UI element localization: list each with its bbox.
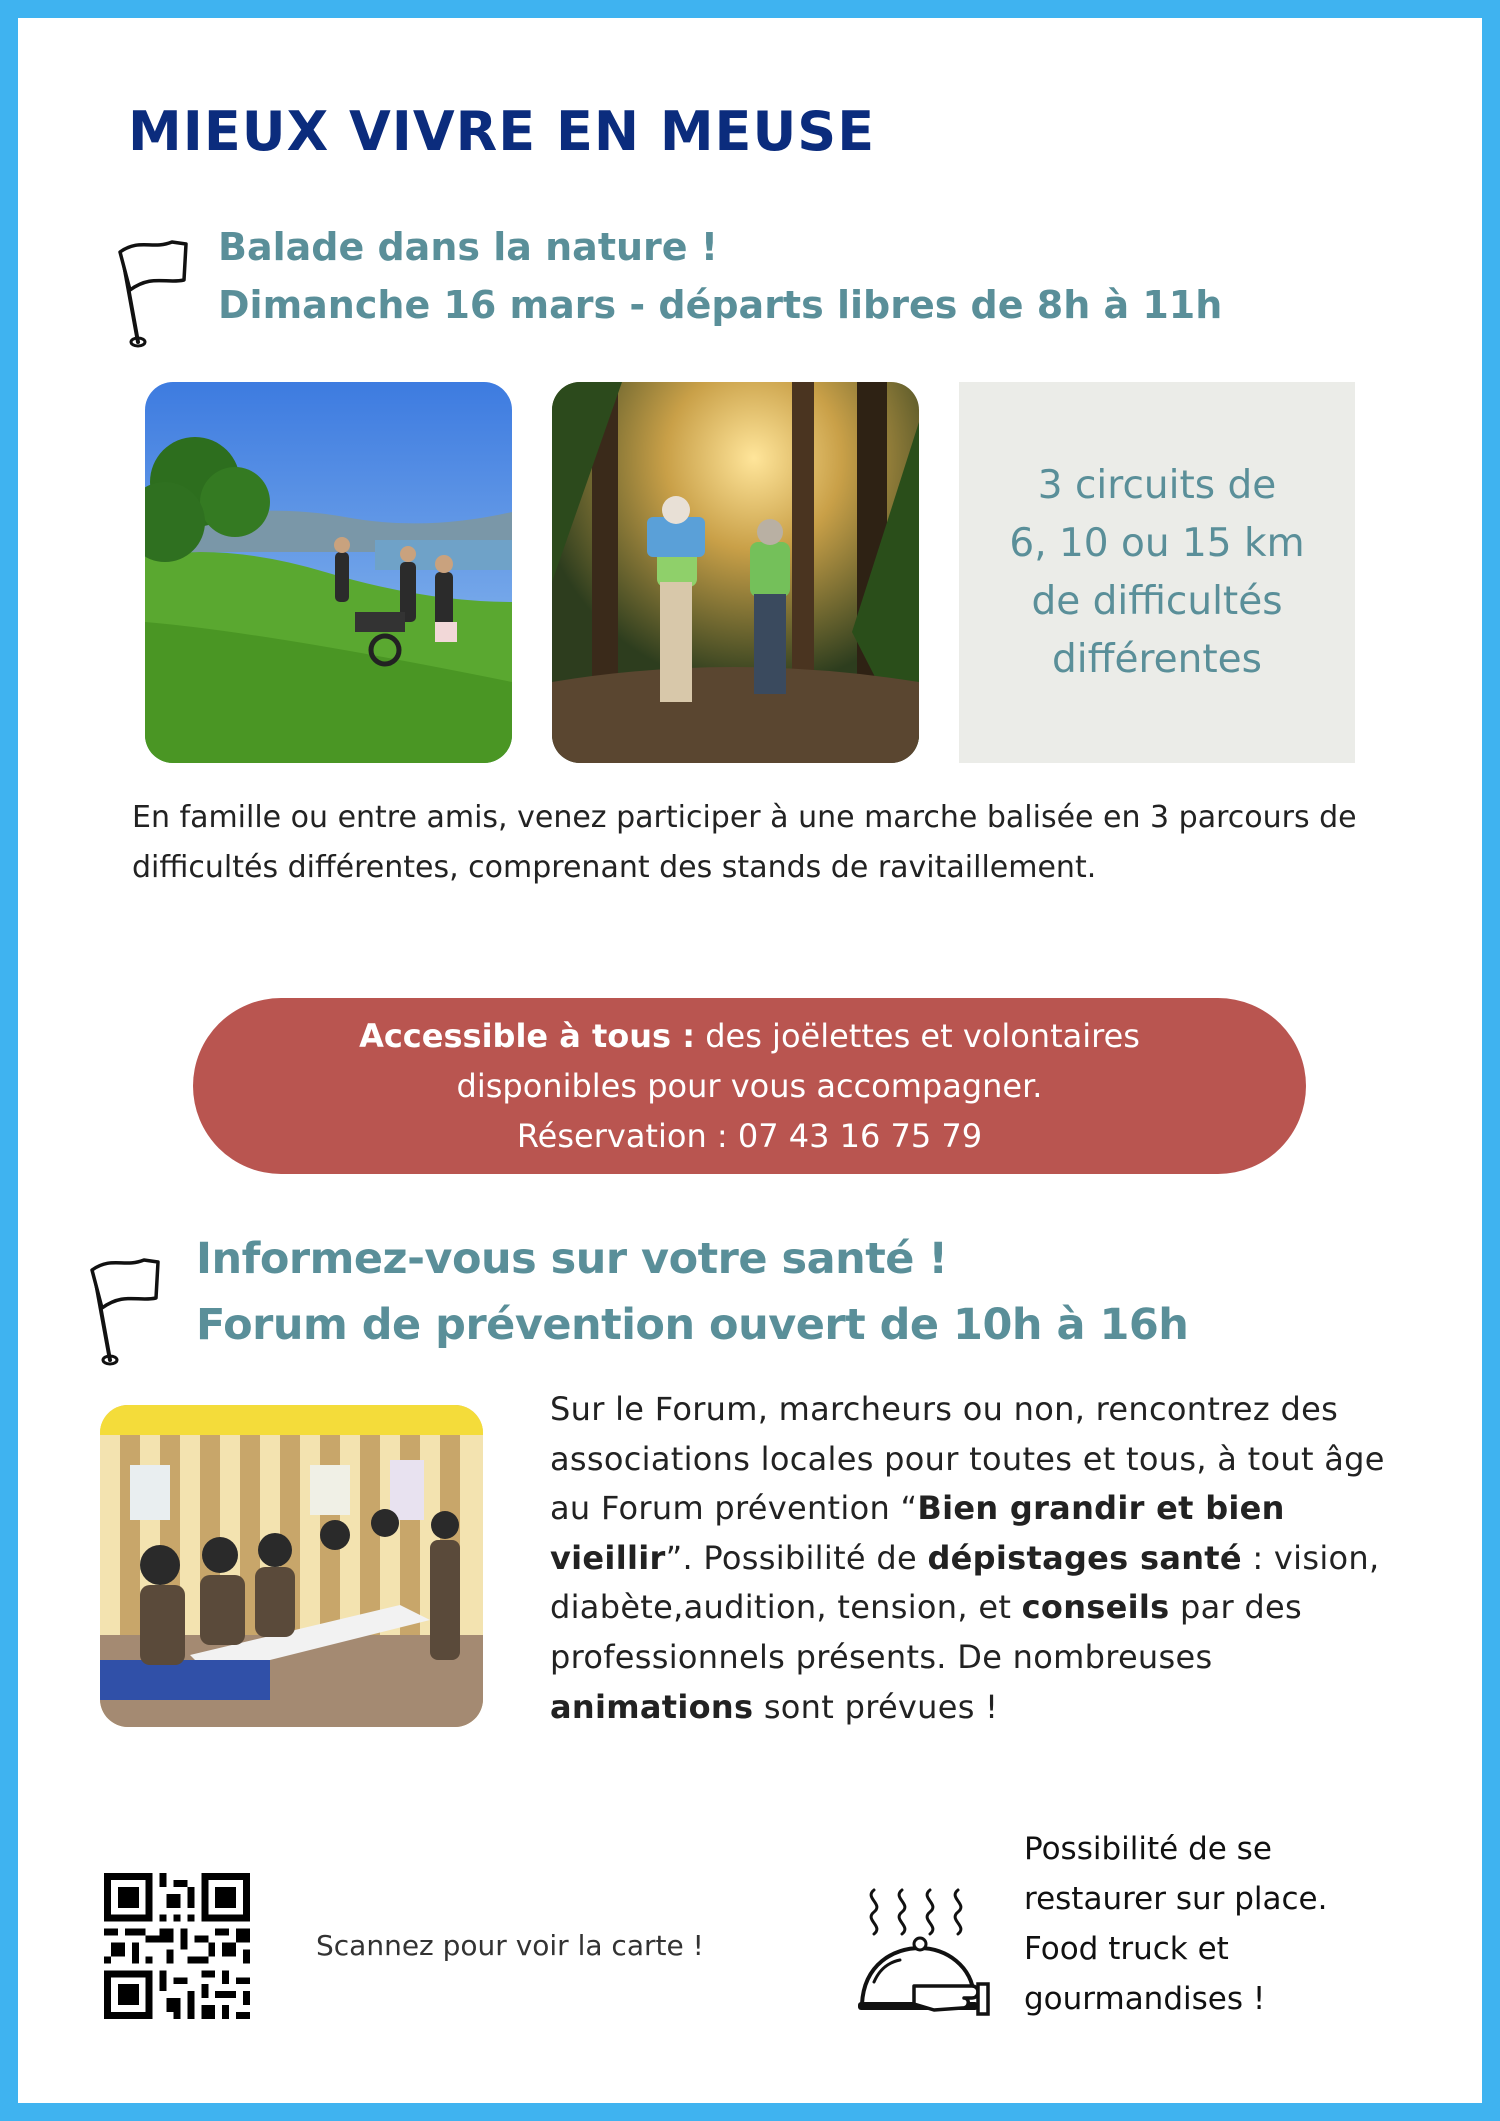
hikers-meadow-photo — [145, 382, 512, 763]
brand-title: MIEUX VIVRE EN MEUSE — [128, 100, 876, 163]
forum-stands-photo — [100, 1405, 483, 1727]
forum-text-5: sont prévues ! — [753, 1687, 999, 1726]
forum-bold-2: dépistages santé — [927, 1538, 1242, 1577]
accessibility-banner — [193, 998, 1306, 1174]
circuits-line-4: différentes — [1052, 636, 1262, 682]
food-line-3: Food truck et — [1024, 1931, 1229, 1967]
flag-icon — [100, 230, 200, 350]
food-line-2: restaurer sur place. — [1024, 1881, 1328, 1917]
qr-code-icon[interactable] — [104, 1873, 250, 2019]
forum-title: Informez-vous sur votre santé ! — [196, 1234, 948, 1284]
walk-title: Balade dans la nature ! — [218, 225, 719, 269]
forum-hours: Forum de prévention ouvert de 10h à 16h — [196, 1300, 1189, 1350]
food-line-1: Possibilité de se — [1024, 1831, 1272, 1867]
reservation-phone: Réservation : 07 43 16 75 79 — [516, 1117, 983, 1155]
forum-description — [550, 1385, 1410, 1732]
circuits-line-2: 6, 10 ou 15 km — [1009, 520, 1305, 566]
food-line-4: gourmandises ! — [1024, 1981, 1266, 2017]
circuits-line-1: 3 circuits de — [1037, 462, 1277, 508]
access-line-2: disponibles pour vous accompagner. — [456, 1067, 1043, 1105]
children-forest-photo — [552, 382, 919, 763]
flag-icon — [72, 1248, 172, 1368]
circuits-line-3: de difficultés — [1031, 578, 1283, 624]
flyer-page — [18, 18, 1482, 2103]
food-info — [1024, 1824, 1327, 2024]
scan-map-caption: Scannez pour voir la carte ! — [316, 1929, 704, 1962]
walk-heading — [218, 218, 1222, 334]
walk-date: Dimanche 16 mars - départs libres de 8h à 11h — [218, 283, 1223, 327]
food-cloche-icon — [854, 1886, 1004, 2028]
circuits-panel — [959, 382, 1355, 763]
forum-text-4: par des professionnels présents. De nombreuses — [550, 1588, 1303, 1676]
forum-text-1: Sur le Forum, marcheurs ou non, rencontrez des associations locales pour toutes et tous, à tout âge au Forum prévention “ — [550, 1390, 1385, 1528]
forum-heading — [196, 1226, 1188, 1358]
access-label: Accessible à tous : — [359, 1017, 696, 1055]
access-text: des joëlettes et volontaires — [705, 1017, 1140, 1055]
walk-description: En famille ou entre amis, venez participer à une marche balisée en 3 parcours de difficultés différentes, comprenant des stands de ravitaillement. — [132, 800, 1357, 885]
forum-text-2: ”. Possibilité de — [665, 1538, 928, 1577]
forum-bold-4: animations — [550, 1687, 754, 1726]
forum-bold-3: conseils — [1021, 1588, 1170, 1627]
forum-bold-1: Bien grandir et bien vieillir — [550, 1489, 1285, 1577]
forum-text-3: : vision, diabète,audition, tension, et — [550, 1538, 1380, 1627]
